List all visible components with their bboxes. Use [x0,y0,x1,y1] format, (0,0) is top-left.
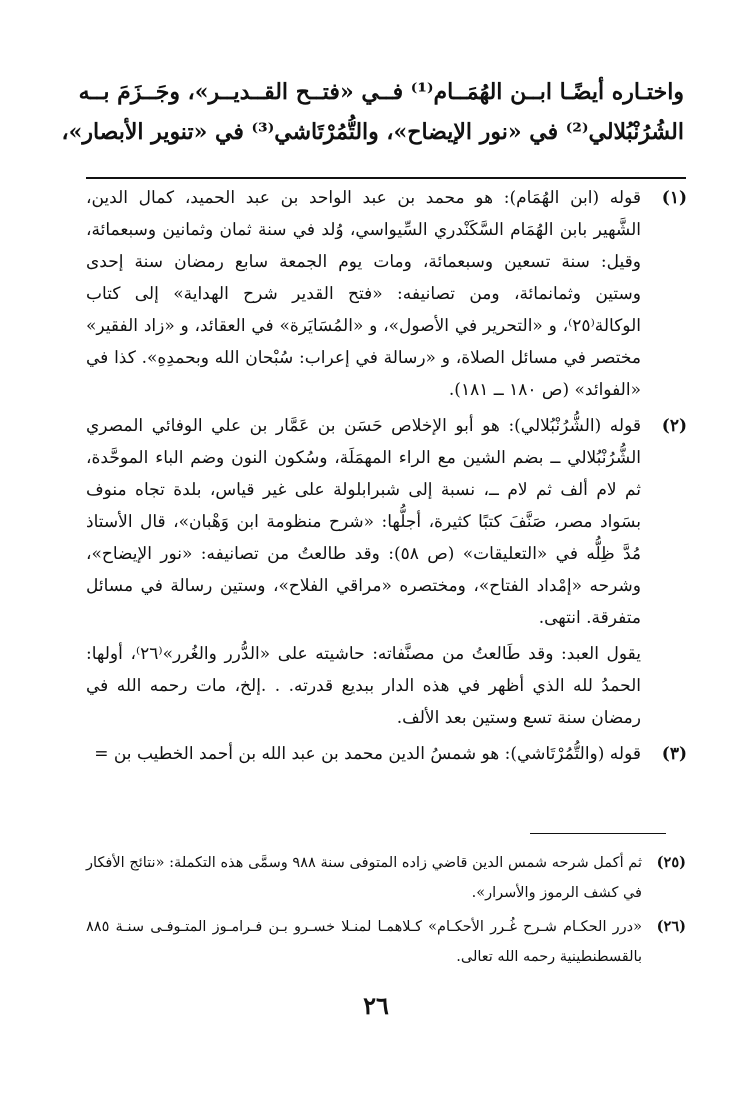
main-text-line: واختـاره أيضًـا ابــن الهُمَــام⁽¹⁾ فــي «فتــح القــديــر»، وجَــزَمَ بــه [78,79,684,105]
note-2 [86,410,687,634]
note-number: (٣) [661,744,687,764]
remark-line: رمضان سنة تسع وستين بعد الألف. [396,708,641,728]
remark-line: الحمدُ لله الذي أظهر في هذه الدار ببديع قدرته. . .إلخ، مات رحمه الله في [86,676,641,696]
note-line: ثم لام ألف ثم لام ــ، نسبة إلى شبرابلولة على غير قياس، بلدة تجاه منوف [86,480,641,500]
note-3 [86,738,687,770]
note-line: وقيل: سنة تسعين وسبعمائة، ومات يوم الجمعة سابع رمضان سنة إحدى [86,252,641,272]
note-line: مختصر في مسائل الصلاة، و «رسالة في إعراب: سُبْحان الله وبحمدِهِ». كذا في [86,348,641,368]
note-line: قوله (الشُّرُنْبُلالي): هو أبو الإخلاص حَسَن بن عَمَّار بن علي الوفائي المصري [86,416,641,436]
note-line: وشرحه «إمْداد الفتاح»، ومختصره «مراقي الفلاح»، وستين رسالة في مسائل [86,576,641,596]
footnote-number: (٢٥) [656,854,686,871]
footnote-26 [86,912,686,972]
page-number: ٢٦ [363,991,389,1020]
commentary-notes [86,182,687,774]
note-line: الشَّهير بابن الهُمَام السَّكَنْدري السِّيواسي، وُلد في سنة ثمان وثمانين وسبعمائة، [86,220,641,240]
note-line: قوله (ابن الهُمَام): هو محمد بن عبد الواحد بن عبد الحميد، كمال الدين، [86,188,641,208]
footnote-25 [86,848,686,908]
note-line: الشُّرُنْبُلالي ــ بضم الشين مع الراء المهمَلَة، وسُكون النون وضم الباء الموحَّدة، [86,448,641,468]
footnote-number: (٢٦) [656,918,686,935]
note-number: (١) [661,188,687,208]
main-text [61,72,684,152]
note-line: مُدَّ ظِلُّه في «التعليقات» (ص ٥٨): وقد طالعتُ من تصانيفه: «نور الإيضاح»، [86,544,641,564]
note-line: الوكالة⁽٢٥⁾، و «التحرير في الأصول»، و «المُسَايَرة» في العقائد، و «زاد الفقير» [86,316,641,336]
footnote-line: في كشف الرموز والأسرار». [471,885,642,901]
editor-footnotes [86,848,686,976]
footnote-line: «درر الحكـام شـرح غُـرر الأحكـام» كـلاهمـا لمنـلا خسـرو بـن فـرامـوز المتـوفـى سنـة ٨٨٥ [86,919,642,935]
footnote-line: بالقسطنطينية رحمه الله تعالى. [456,949,642,965]
note-line: وستين وثمانمائة، ومن تصانيفه: «فتح القدير شرح الهداية» إلى كتاب [86,284,641,304]
note-1 [86,182,687,406]
note-number: (٢) [661,416,687,436]
footnotes-separator [530,833,666,834]
note-line: بسَواد مصر، صَنَّفَ كتبًا كثيرة، أجلُّها: «شرح منظومة ابن وَهْبان»، قال الأستاذ [86,512,641,532]
note-line: متفرقة. انتهى. [538,608,641,628]
note-line: «الفوائد» (ص ١٨٠ ــ ١٨١). [448,380,641,400]
note-line: قوله (والتُّمُرْتَاشي): هو شمسُ الدين محمد بن عبد الله بن أحمد الخطيب بن = [94,744,641,764]
footnote-line: ثم أكمل شرحه شمس الدين قاضي زاده المتوفى سنة ٩٨٨ وسمَّى هذه التكملة: «نتائج الأفكار [86,855,642,871]
main-text-line: الشُرُنْبُلالي⁽²⁾ في «نور الإيضاح»، والتُّمُرْتَاشي⁽³⁾ في «تنوير الأبصار»، [61,119,684,145]
remark-line: يقول العبد: وقد طَالعتُ من مصنَّفاته: حاشيته على «الدُّرر والغُرر»⁽٢٦⁾، أولها: [86,644,641,664]
notes-separator [86,177,686,179]
author-remark [86,638,687,734]
